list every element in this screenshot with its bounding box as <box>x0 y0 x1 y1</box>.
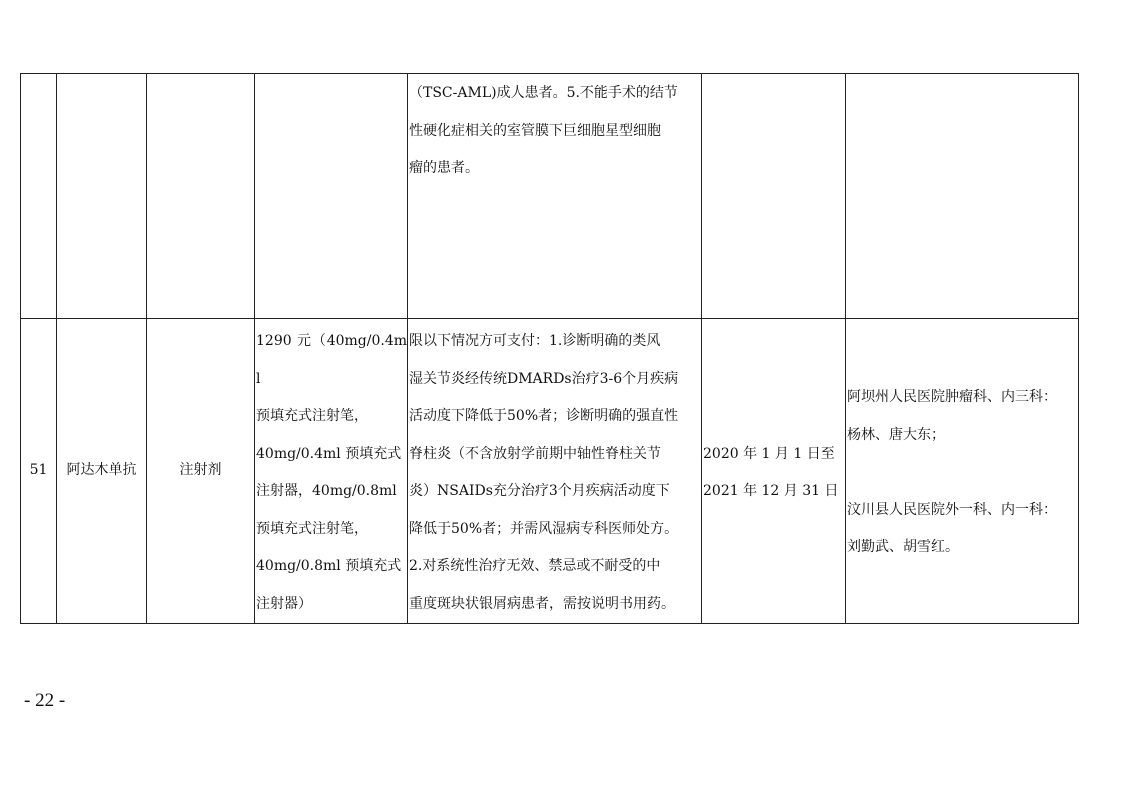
cell-dosage-form: 注射剂 <box>147 319 255 624</box>
cell-dosage-form <box>147 74 255 319</box>
table-row <box>21 74 1079 319</box>
cell-drug-name: 阿达木单抗 <box>57 319 147 624</box>
cell-payment-limit: 限以下情况方可支付：1.诊断明确的类风 湿关节炎经传统DMARDs治疗3-6个月疾病 活动度下降低于50%者；诊断明确的强直性 脊柱炎（不含放射学前期中轴性脊柱关节 炎）NSAIDs充分治疗3个月疾病活动度下 降低于50%者；并需风湿病专科医师处方。 2.对系统性治疗无效、禁忌或不耐受的中 重度斑块状银屑病患者，需按说明书用药。 <box>408 319 702 624</box>
cell-price <box>255 74 408 319</box>
cell-payment-limit: （TSC-AML)成人患者。5.不能手术的结节 性硬化症相关的室管膜下巨细胞星型细胞 瘤的患者。 <box>408 74 702 319</box>
table-row <box>21 319 1079 624</box>
drug-list-table <box>20 73 1079 624</box>
cell-no <box>21 74 57 319</box>
cell-no: 51 <box>21 319 57 624</box>
cell-hospitals: 阿坝州人民医院肿瘤科、内三科： 杨林、唐大东； 汶川县人民医院外一科、内一科： 刘勤武、胡雪红。 <box>846 319 1079 624</box>
cell-period: 2020 年 1 月 1 日至 2021 年 12 月 31 日 <box>702 319 846 624</box>
cell-period <box>702 74 846 319</box>
cell-hospitals <box>846 74 1079 319</box>
cell-drug-name <box>57 74 147 319</box>
page-number: - 22 - <box>24 690 66 711</box>
cell-price: 1290 元（40mg/0.4ml 预填充式注射笔， 40mg/0.4ml 预填充式 注射器，40mg/0.8ml 预填充式注射笔， 40mg/0.8ml 预填充式 注射器） <box>255 319 408 624</box>
